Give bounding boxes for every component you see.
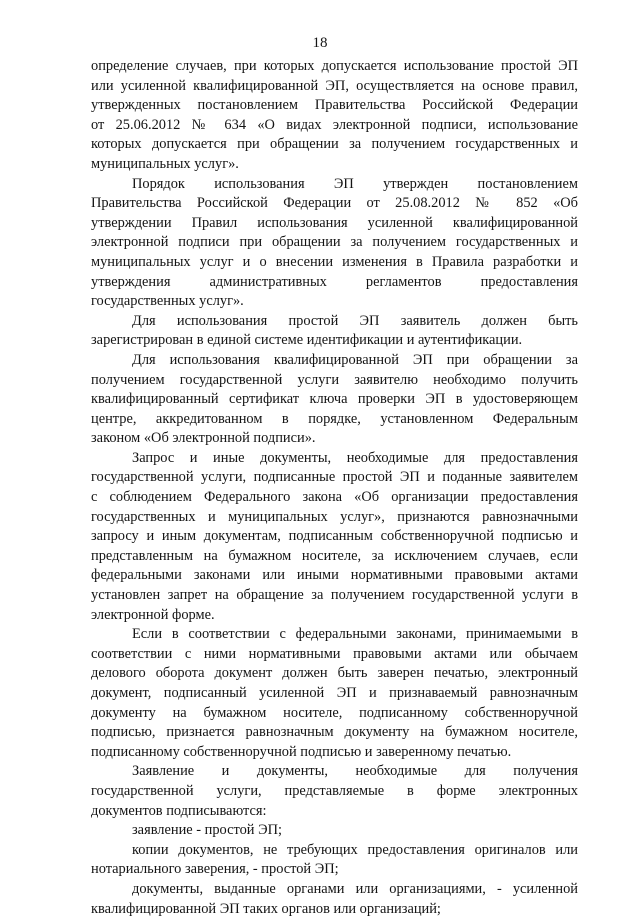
text-line: документов подписываются: [91, 802, 267, 819]
text-line: с соблюдением Федерального закона «Об организации предоставления [91, 489, 578, 506]
text-line: представленным на бумажном носителе, за исключением случаев, если [91, 547, 578, 564]
text-line: копии документов, не требующих предоставления оригиналов или [132, 841, 578, 858]
text-line: установлен запрет на обращение за получением государственной услуги в [91, 587, 578, 604]
text-line: зарегистрирован в единой системе идентификации и аутентификации. [91, 332, 523, 349]
text-line: государственных и муниципальных услуг», признаются равнозначными [91, 508, 578, 525]
text-line: соответствии с ними нормативными правовыми актами или обычаем [91, 645, 578, 662]
text-line: Заявление и документы, необходимые для получения [132, 763, 578, 780]
text-line: электронной форме. [91, 606, 215, 623]
document-body [91, 57, 578, 919]
text-line: утвержденных постановлением Правительства Российской Федерации [91, 97, 578, 114]
text-line: утверждения административных регламентов предоставления [91, 273, 578, 290]
text-line: делового оборота документ должен быть заверен печатью, электронный [91, 665, 578, 682]
text-line: заявление - простой ЭП; [132, 822, 282, 839]
text-line: квалифицированный сертификат ключа проверки ЭП в удостоверяющем [91, 391, 578, 408]
page-number: 18 [312, 35, 328, 51]
text-line: муниципальных услуг и о внесении изменения в Правила разработки и [91, 253, 578, 270]
text-line: Правительства Российской Федерации от 25.08.2012 № 852 «Об [91, 195, 578, 212]
text-line: государственной услуги, подписанные простой ЭП и поданные заявителем [91, 469, 578, 486]
text-line: документ, подписанный усиленной ЭП и признаваемый равнозначным [91, 685, 578, 701]
text-line: подписью, признается равнозначным документу на бумажном носителе, [91, 724, 578, 741]
text-line: утверждении Правил использования усиленной квалифицированной [91, 214, 578, 231]
text-line: центре, аккредитованном в порядке, установленном Федеральным [91, 410, 578, 427]
text-line: электронной подписи при обращении за получением государственных и [91, 234, 578, 251]
text-line: документы, выданные органами или организациями, - усиленной [132, 880, 578, 897]
text-line: законом «Об электронной подписи». [91, 430, 316, 447]
text-line: Для использования квалифицированной ЭП при обращении за [132, 351, 578, 368]
text-line: Запрос и иные документы, необходимые для предоставления [132, 449, 578, 466]
text-line: Если в соответствии с федеральными законами, принимаемыми в [132, 626, 578, 643]
text-line: или усиленной квалифицированной ЭП, осуществляется на основе правил, [91, 77, 578, 94]
text-line: документу на бумажном носителе, подписанному собственноручной [91, 704, 578, 721]
text-line: квалифицированной ЭП таких органов или организаций; [91, 900, 441, 917]
text-line: получением государственной услуги заявителю необходимо получить [91, 371, 578, 388]
text-line: нотариального заверения, - простой ЭП; [91, 861, 339, 878]
text-line: которых допускается при обращении за получением государственных и [91, 136, 578, 153]
text-line: Порядок использования ЭП утвержден постановлением [132, 175, 578, 192]
text-line: муниципальных услуг». [91, 155, 239, 172]
text-line: подписанному собственноручной подписью и заверенному печатью. [91, 743, 512, 760]
text-line: определение случаев, при которых допускается использование простой ЭП [91, 58, 578, 74]
text-line: федеральными законами или иными нормативными правовыми актами [91, 567, 578, 584]
text-line: запросу и иным документам, подписанным собственноручной подписью и [91, 528, 578, 545]
text-line: государственных услуг». [91, 293, 244, 310]
text-line: от 25.06.2012 № 634 «О видах электронной подписи, использование [91, 116, 578, 133]
text-line: Для использования простой ЭП заявитель должен быть [132, 312, 578, 329]
text-line: государственной услуги, представляемые в форме электронных [91, 782, 578, 799]
